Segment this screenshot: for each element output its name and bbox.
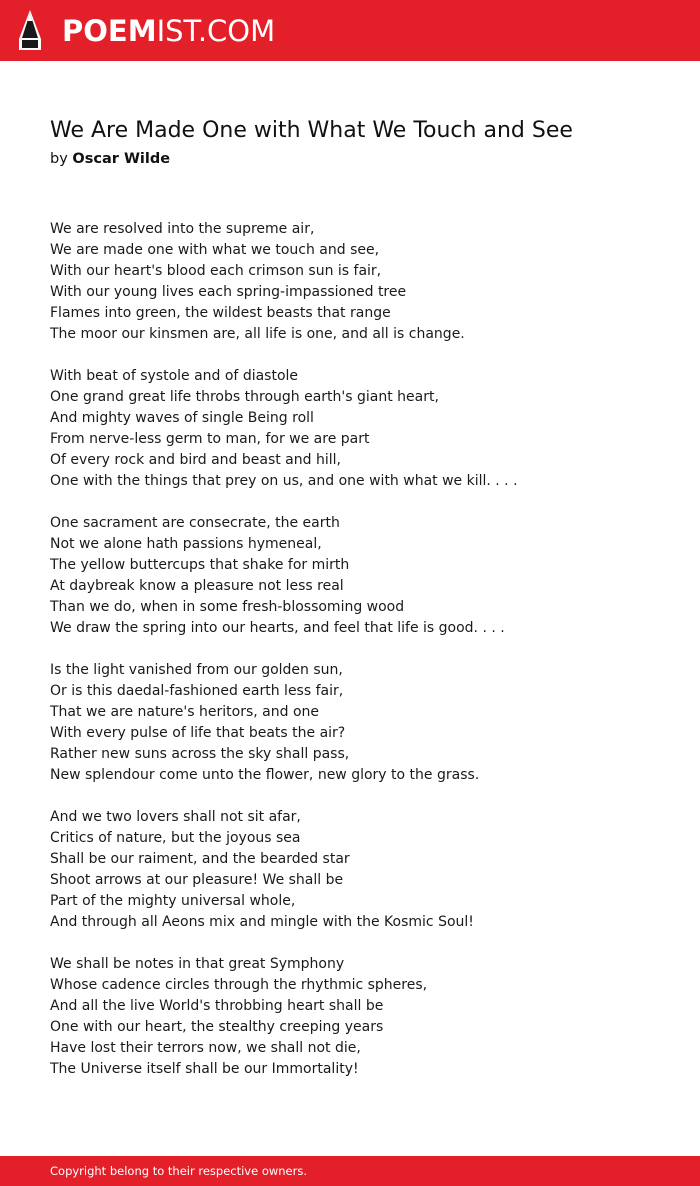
site-footer — [0, 1156, 700, 1186]
poem-line: Whose cadence circles through the rhythmic spheres, — [50, 977, 428, 993]
poem-line: Rather new suns across the sky shall pass, — [50, 746, 350, 762]
poem-line: Critics of nature, but the joyous sea — [50, 830, 301, 846]
poem-line: We are made one with what we touch and see, — [50, 242, 380, 258]
poem-line: Of every rock and bird and beast and hill, — [50, 452, 341, 468]
poem-line: One with our heart, the stealthy creeping years — [50, 1019, 384, 1035]
poem-line: One sacrament are consecrate, the earth — [50, 515, 340, 531]
poem-line: From nerve-less germ to man, for we are part — [50, 431, 370, 447]
poem-line: Part of the mighty universal whole, — [50, 893, 296, 909]
poem-line: Shoot arrows at our pleasure! We shall be — [50, 872, 344, 888]
poem-line: At daybreak know a pleasure not less real — [50, 578, 344, 594]
poem-line: Is the light vanished from our golden sun, — [50, 662, 343, 678]
pencil-tip-icon[interactable] — [18, 9, 42, 51]
poem-line: We shall be notes in that great Symphony — [50, 956, 345, 972]
author-name: Oscar Wilde — [72, 151, 171, 167]
poem-line: Than we do, when in some fresh-blossoming wood — [50, 599, 405, 615]
poem-title: We Are Made One with What We Touch and See — [50, 118, 573, 143]
poem-line: And through all Aeons mix and mingle with the Kosmic Soul! — [50, 914, 474, 930]
by-label: by — [50, 151, 68, 167]
stanza — [50, 954, 670, 1080]
poem-line: New splendour come unto the flower, new glory to the grass. — [50, 767, 480, 783]
brand-bold-text: POEM — [62, 14, 157, 48]
poem-line: The moor our kinsmen are, all life is one, and all is change. — [50, 326, 465, 342]
poem-line: That we are nature's heritors, and one — [50, 704, 319, 720]
poem-line: Not we alone hath passions hymeneal, — [50, 536, 322, 552]
poem-line: With every pulse of life that beats the air? — [50, 725, 346, 741]
stanza — [50, 219, 670, 345]
poem-line: The Universe itself shall be our Immortality! — [50, 1061, 359, 1077]
stanza — [50, 366, 670, 492]
stanza — [50, 513, 670, 639]
copyright-text: Copyright belong to their respective owners. — [50, 1164, 308, 1178]
poem-line: One with the things that prey on us, and one with what we kill. . . . — [50, 473, 518, 489]
poem-line: And we two lovers shall not sit afar, — [50, 809, 301, 825]
byline — [50, 149, 170, 169]
poem-line: One grand great life throbs through earth's giant heart, — [50, 389, 439, 405]
poem-line: We draw the spring into our hearts, and feel that life is good. . . . — [50, 620, 505, 636]
poem-line: We are resolved into the supreme air, — [50, 221, 315, 237]
poem-line: Shall be our raiment, and the bearded star — [50, 851, 350, 867]
poem-line: Or is this daedal-fashioned earth less fair, — [50, 683, 344, 699]
site-header — [0, 0, 700, 61]
stanza — [50, 660, 670, 786]
poem-line: With beat of systole and of diastole — [50, 368, 299, 384]
poem-body — [50, 219, 670, 1101]
poem-line: Flames into green, the wildest beasts that range — [50, 305, 391, 321]
brand-light-text: IST.COM — [156, 14, 276, 48]
poem-line: With our young lives each spring-impassioned tree — [50, 284, 407, 300]
poem-line: Have lost their terrors now, we shall not die, — [50, 1040, 361, 1056]
poem-line: The yellow buttercups that shake for mirth — [50, 557, 350, 573]
stanza — [50, 807, 670, 933]
poem-line: And all the live World's throbbing heart shall be — [50, 998, 384, 1014]
site-logo[interactable] — [62, 13, 275, 49]
poem-line: With our heart's blood each crimson sun is fair, — [50, 263, 382, 279]
poem-line: And mighty waves of single Being roll — [50, 410, 314, 426]
